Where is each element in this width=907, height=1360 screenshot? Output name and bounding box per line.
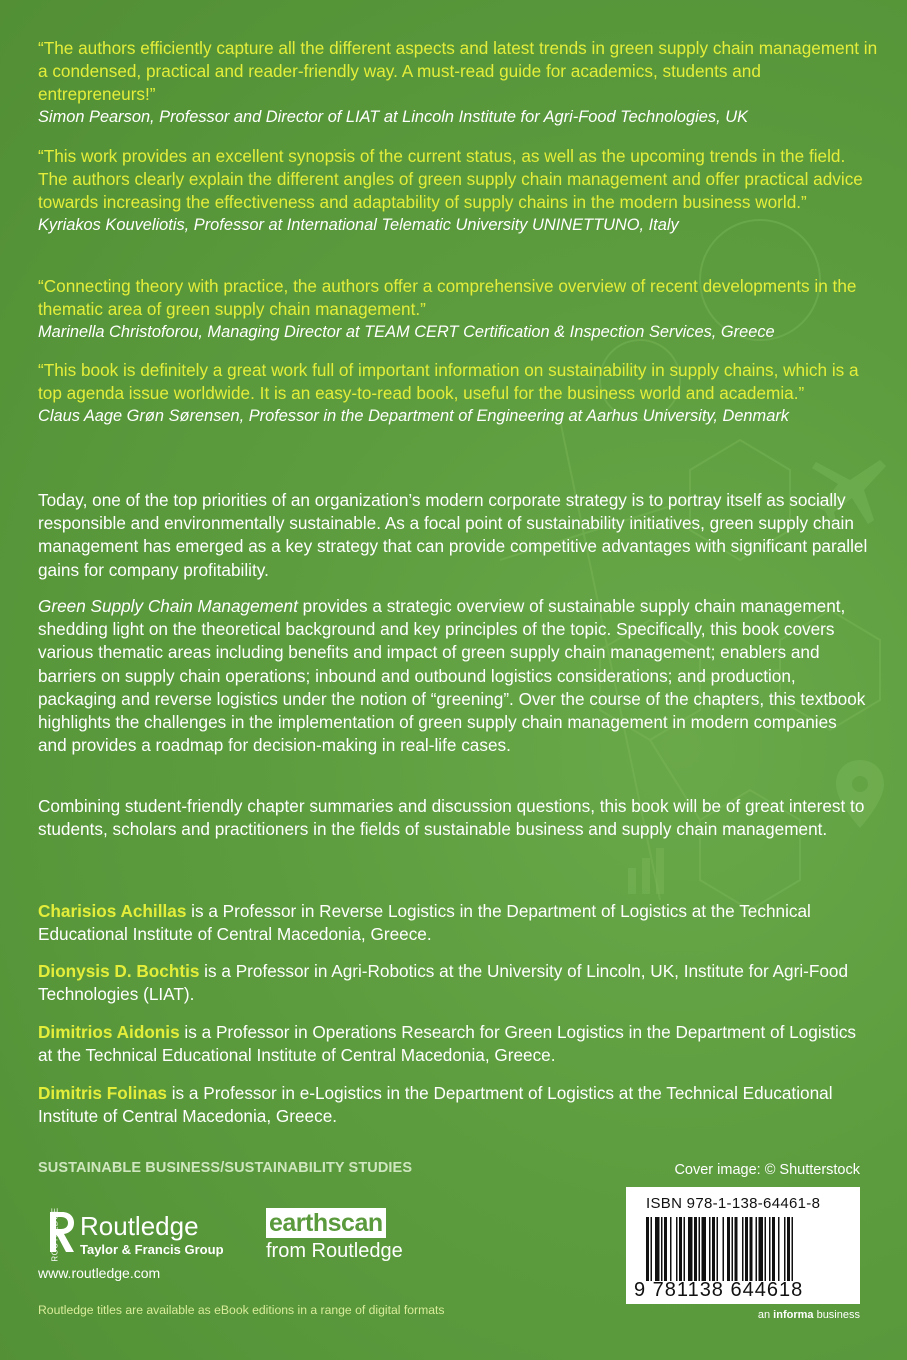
barcode-bar	[732, 1217, 734, 1281]
author-bio: is a Professor in Operations Research for Green Logistics in the Department of Logistics at the Technical Educational Institute of Central Macedonia, Greece.	[38, 1022, 857, 1065]
quote-attribution: Simon Pearson, Professor and Director of LIAT at Lincoln Institute for Agri-Food Technologies, UK	[38, 108, 748, 126]
author-bio-3	[38, 1021, 868, 1067]
barcode-panel	[626, 1187, 860, 1304]
barcode-bar	[787, 1217, 790, 1281]
barcode-icon	[646, 1217, 842, 1281]
barcode-bar	[664, 1217, 667, 1281]
author-name: Dimitris Folinas	[38, 1083, 167, 1103]
barcode-bar	[765, 1217, 767, 1281]
author-name: Dimitrios Aidonis	[38, 1022, 180, 1042]
barcode-bar	[769, 1217, 771, 1281]
quote-text: “This book is definitely a great work full of important information on sustainability in supply chains, which is a top agenda issue worldwide. It is an easy-to-read book, useful for the business world and academia.”	[38, 360, 859, 403]
quote-attribution: Claus Aage Grøn Sørensen, Professor in the Department of Engineering at Aarhus University, Denmark	[38, 407, 789, 425]
cover-image-credit: Cover image: © Shutterstock	[674, 1162, 860, 1178]
quote-text: “Connecting theory with practice, the authors offer a comprehensive overview of recent developments in the thematic area of green supply chain management.”	[38, 276, 857, 319]
barcode-bar	[717, 1217, 719, 1281]
author-bio: is a Professor in Agri-Robotics at the University of Lincoln, UK, Institute for Agri-Food Technologies (LIAT).	[38, 961, 849, 1004]
barcode-bar	[712, 1217, 715, 1281]
barcode-bar	[670, 1217, 672, 1281]
barcode-bar	[676, 1217, 678, 1281]
routledge-logo	[38, 1208, 238, 1264]
barcode-bar	[688, 1217, 693, 1281]
endorsement-3	[38, 275, 878, 344]
barcode-bar	[679, 1217, 682, 1281]
quote-text: “This work provides an excellent synopsis of the current status, as well as the upcoming trends in the field. The authors clearly explain the different angles of green supply chain management and offer practical advice towards increasing the effectiveness and adaptability of supply chains in the modern business world.”	[38, 146, 863, 212]
routledge-brand: Routledge	[80, 1211, 199, 1241]
earthscan-from: from Routledge	[266, 1240, 403, 1262]
endorsement-2	[38, 145, 878, 237]
subject-category: SUSTAINABLE BUSINESS/SUSTAINABILITY STUDIES	[38, 1160, 413, 1176]
informa-word: informa	[773, 1309, 814, 1321]
isbn: ISBN 978-1-138-64461-8	[646, 1195, 821, 1212]
barcode-bar	[661, 1217, 663, 1281]
barcode-bar	[772, 1217, 775, 1281]
book-title: Green Supply Chain Management	[38, 596, 298, 616]
barcode-bar	[646, 1217, 649, 1281]
description-paragraph-2	[38, 595, 868, 757]
barcode-bar	[759, 1217, 764, 1281]
barcode-bar	[784, 1217, 786, 1281]
barcode-bar	[778, 1217, 780, 1281]
earthscan-wordmark: earthscan	[266, 1208, 386, 1238]
informa-prefix: an	[757, 1309, 774, 1321]
routledge-r-icon	[46, 1210, 76, 1254]
ebook-note: Routledge titles are available as eBook editions in a range of digital formats	[38, 1303, 445, 1317]
barcode-bar	[742, 1217, 744, 1281]
description-text: provides a strategic overview of sustainable supply chain management, shedding light on the theoretical background and key principles of the topic. Specifically, this book covers various thematic areas including benefits and impact of green supply chain management; enablers and barriers on supply chain operations; inbound and outbound logistics considerations; and production, packaging and reverse logistics under the notion of “greening”. Over the course of the chapters, this textbook highlights the challenges in the implementation of green supply chain management in modern companies and provides a roadmap for decision-making in real-life cases.	[38, 596, 866, 756]
barcode-bar	[792, 1217, 794, 1281]
barcode-bar	[750, 1217, 753, 1281]
barcode-bar	[709, 1217, 711, 1281]
barcode-bar	[735, 1217, 738, 1281]
barcode-bar	[756, 1217, 758, 1281]
author-name: Charisios Achillas	[38, 901, 187, 921]
informa-suffix: business	[813, 1309, 860, 1321]
barcode-bar	[684, 1217, 686, 1281]
publisher-website[interactable]: www.routledge.com	[38, 1265, 161, 1281]
barcode-bar	[745, 1217, 748, 1281]
author-bio: is a Professor in e-Logistics in the Department of Logistics at the Technical Educational Institute of Central Macedonia, Greece.	[38, 1083, 833, 1126]
barcode-bar	[727, 1217, 730, 1281]
informa-business-label	[758, 1309, 860, 1321]
endorsement-1	[38, 37, 878, 129]
barcode-bar	[702, 1217, 707, 1281]
barcode-bar	[655, 1217, 660, 1281]
description-paragraph-3: Combining student-friendly chapter summaries and discussion questions, this book will be of great interest to students, scholars and practitioners in the fields of sustainable business and supply chain management.	[38, 796, 865, 840]
quote-attribution: Marinella Christoforou, Managing Director at TEAM CERT Certification & Inspection Services, Greece	[38, 323, 775, 341]
barcode-bar	[651, 1217, 653, 1281]
quote-attribution: Kyriakos Kouveliotis, Professor at International Telematic University UNINETTUNO, Italy	[38, 216, 679, 234]
description-paragraph-1: Today, one of the top priorities of an organization’s modern corporate strategy is to portray itself as socially responsible and environmentally sustainable. As a focal point of sustainability initiatives, green supply chain management has emerged as a key strategy that can provide competitive advantages with significant parallel gains for company profitability.	[38, 490, 868, 580]
barcode-bar	[694, 1217, 697, 1281]
quote-text: “The authors efficiently capture all the different aspects and latest trends in green supply chain management in a condensed, practical and reader-friendly way. A must-read guide for academics, students and entrepreneurs!”	[38, 38, 878, 104]
earthscan-logo	[266, 1208, 426, 1264]
author-bio-1	[38, 900, 868, 946]
routledge-group: Taylor & Francis Group	[80, 1242, 224, 1257]
barcode-bar	[723, 1217, 725, 1281]
barcode-bar	[699, 1217, 701, 1281]
author-name: Dionysis D. Bochtis	[38, 961, 200, 981]
endorsement-4	[38, 359, 878, 428]
author-bio: is a Professor in Reverse Logistics in the Department of Logistics at the Technical Educational Institute of Central Macedonia, Greece.	[38, 901, 811, 944]
author-bio-4	[38, 1082, 868, 1128]
barcode-digits: 9 781138 644618	[634, 1279, 804, 1301]
author-bio-2	[38, 960, 868, 1006]
